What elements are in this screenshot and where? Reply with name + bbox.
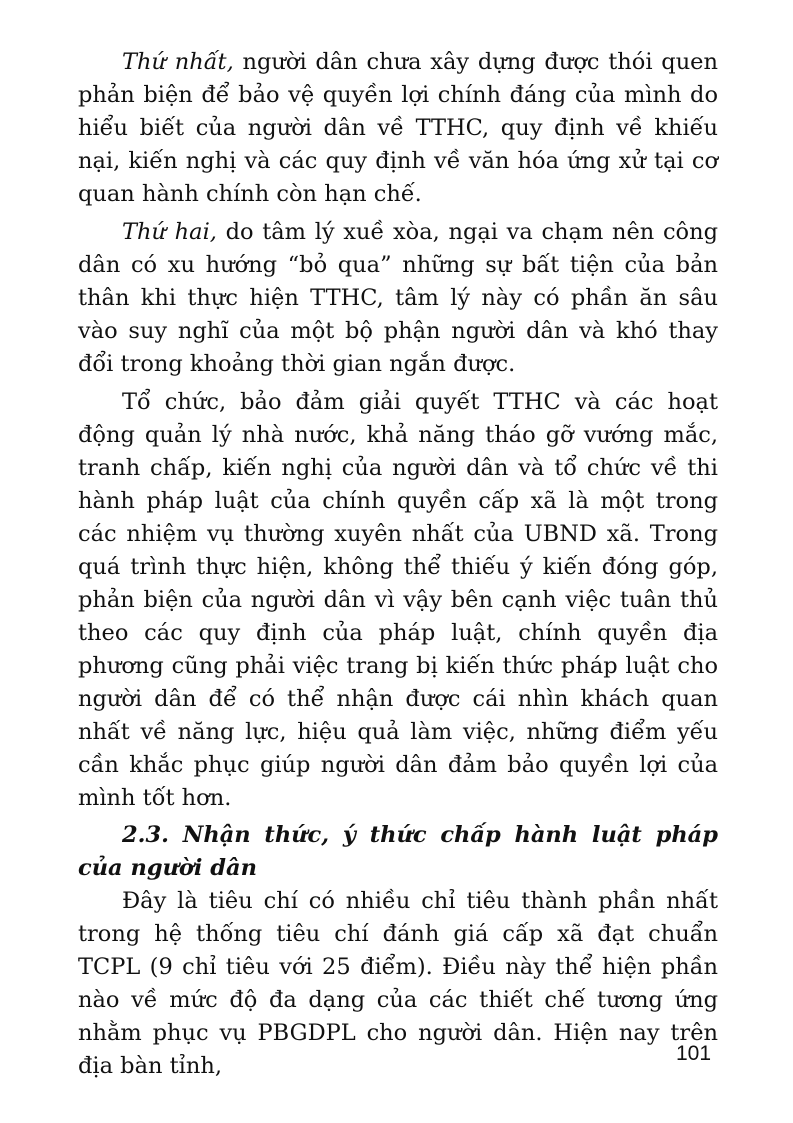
- paragraph-first: [78, 46, 718, 211]
- paragraph-lead: Thứ hai,: [122, 219, 217, 245]
- paragraph-final: Đây là tiêu chí có nhiều chỉ tiêu thành phần nhất trong hệ thống tiêu chí đánh giá cấp xã đạt chuẩn TCPL (9 chỉ tiêu với 25 điểm). Điều này thể hiện phần nào về mức độ đa dạng của các thiết chế tương ứng nhằm phục vụ PBGDPL cho người dân. Hiện nay trên địa bàn tỉnh,: [78, 888, 718, 1079]
- page-number: 101: [676, 1042, 712, 1065]
- paragraph-lead: Thứ nhất,: [122, 49, 234, 75]
- paragraph-text: Tổ chức, bảo đảm giải quyết TTHC và các hoạt động quản lý nhà nước, khả năng tháo gỡ vướng mắc, tranh chấp, kiến nghị của người dân và tổ chức về thi hành pháp luật của chính quyền cấp xã là một trong các nhiệm vụ thường xuyên nhất của UBND xã. Trong quá trình thực hiện, không thể thiếu ý kiến đóng góp, phản biện của người dân vì vậy bên cạnh việc tuân thủ theo các quy định của pháp luật, chính quyền địa phương cũng phải việc trang bị kiến thức pháp luật cho người dân để có thể nhận được cái nhìn khách quan nhất về năng lực, hiệu quả làm việc, những điểm yếu cần khắc phục giúp người dân đảm bảo quyền lợi của mình tốt hơn.: [78, 389, 718, 811]
- paragraph-text: do tâm lý xuề xòa, ngại va chạm nên công dân có xu hướng “bỏ qua” những sự bất tiện của bản thân khi thực hiện TTHC, tâm lý này có phần ăn sâu vào suy nghĩ của một bộ phận người dân và khó thay đổi trong khoảng thời gian ngắn được.: [78, 219, 718, 377]
- paragraph-second: [78, 216, 718, 381]
- section-heading: 2.3. Nhận thức, ý thức chấp hành luật pháp của người dân: [78, 822, 718, 881]
- paragraph-text: người dân chưa xây dựng được thói quen phản biện để bảo vệ quyền lợi chính đáng của mình do hiểu biết của người dân về TTHC, quy định về khiếu nại, kiến nghị và các quy định về văn hóa ứng xử tại cơ quan hành chính còn hạn chế.: [78, 49, 718, 207]
- paragraph-third: [78, 386, 718, 815]
- page-body: [78, 46, 718, 1083]
